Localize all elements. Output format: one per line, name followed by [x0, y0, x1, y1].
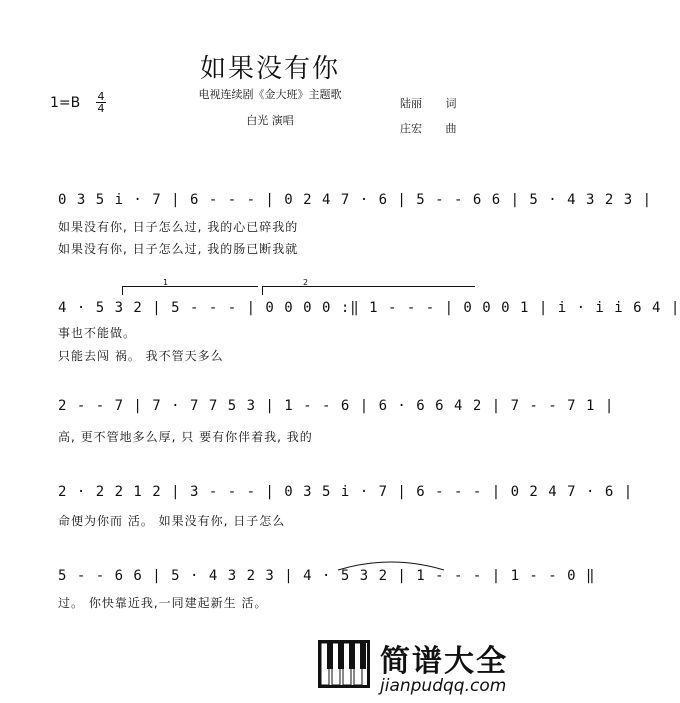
- meter-bottom: 4: [97, 102, 105, 115]
- lyric-row-1-verse-1: 如果没有你, 日子怎么过, 我的心已碎我的: [58, 220, 299, 234]
- logo-url: jianpudqq.com: [380, 676, 507, 696]
- second-ending-bracket: [262, 278, 475, 295]
- notation-row-4: 2 · 2 2 1 2 | 3 - - - | 0 3 5 i · 7 | 6 - - - | 0 2 4 7 · 6 |: [58, 484, 634, 500]
- lyric-row-1-verse-2: 如果没有你, 日子怎么过, 我的肠已断我就: [58, 242, 299, 256]
- lyric-row-4: 命便为你而 活。 如果没有你, 日子怎么: [58, 514, 286, 528]
- notation-row-3: 2 - - 7 | 7 · 7 7 5 3 | 1 - - 6 | 6 · 6 6 4 2 | 7 - - 7 1 |: [58, 398, 615, 414]
- lyric-row-5: 过。 你快靠近我,一同建起新生 活。: [58, 596, 268, 610]
- site-logo: [318, 634, 540, 703]
- lyricist-credit: 陆丽 词: [400, 97, 457, 110]
- notation-row-2: 4 · 5 3 2 | 5 - - - | 0 0 0 0 :‖ 1 - - - | 0 0 0 1 | i · i i 6 4 |: [58, 300, 680, 316]
- second-ending-number: 2: [303, 278, 309, 287]
- lyric-row-2-verse-1: 事也不能做。: [58, 326, 137, 340]
- logo-name: 简谱大全: [380, 644, 508, 679]
- notation-row-5: 5 - - 6 6 | 5 · 4 3 2 3 | 4 · 5 3 2 | 1 - - - | 1 - - 0 ‖: [58, 568, 596, 584]
- piano-keys-icon: [318, 640, 370, 688]
- composer-credit: 庄宏 曲: [400, 122, 457, 135]
- song-subtitle: 电视连续剧《金大班》主题歌: [198, 88, 342, 101]
- singer-credit: 白光 演唱: [246, 114, 294, 127]
- lyric-row-3: 高, 更不管地多么厚, 只 要有你伴着我, 我的: [58, 430, 313, 444]
- key-signature: 1=B: [50, 95, 81, 111]
- song-title: 如果没有你: [199, 54, 340, 84]
- time-signature: [96, 91, 106, 114]
- notation-row-1: 0 3 5 i · 7 | 6 - - - | 0 2 4 7 · 6 | 5 - - 6 6 | 5 · 4 3 2 3 |: [58, 192, 653, 208]
- lyric-row-2-verse-2: 只能去闯 祸。 我不管天多么: [58, 349, 224, 363]
- first-ending-bracket: [122, 278, 258, 295]
- meter-top: 4: [97, 90, 105, 103]
- first-ending-number: 1: [163, 278, 169, 287]
